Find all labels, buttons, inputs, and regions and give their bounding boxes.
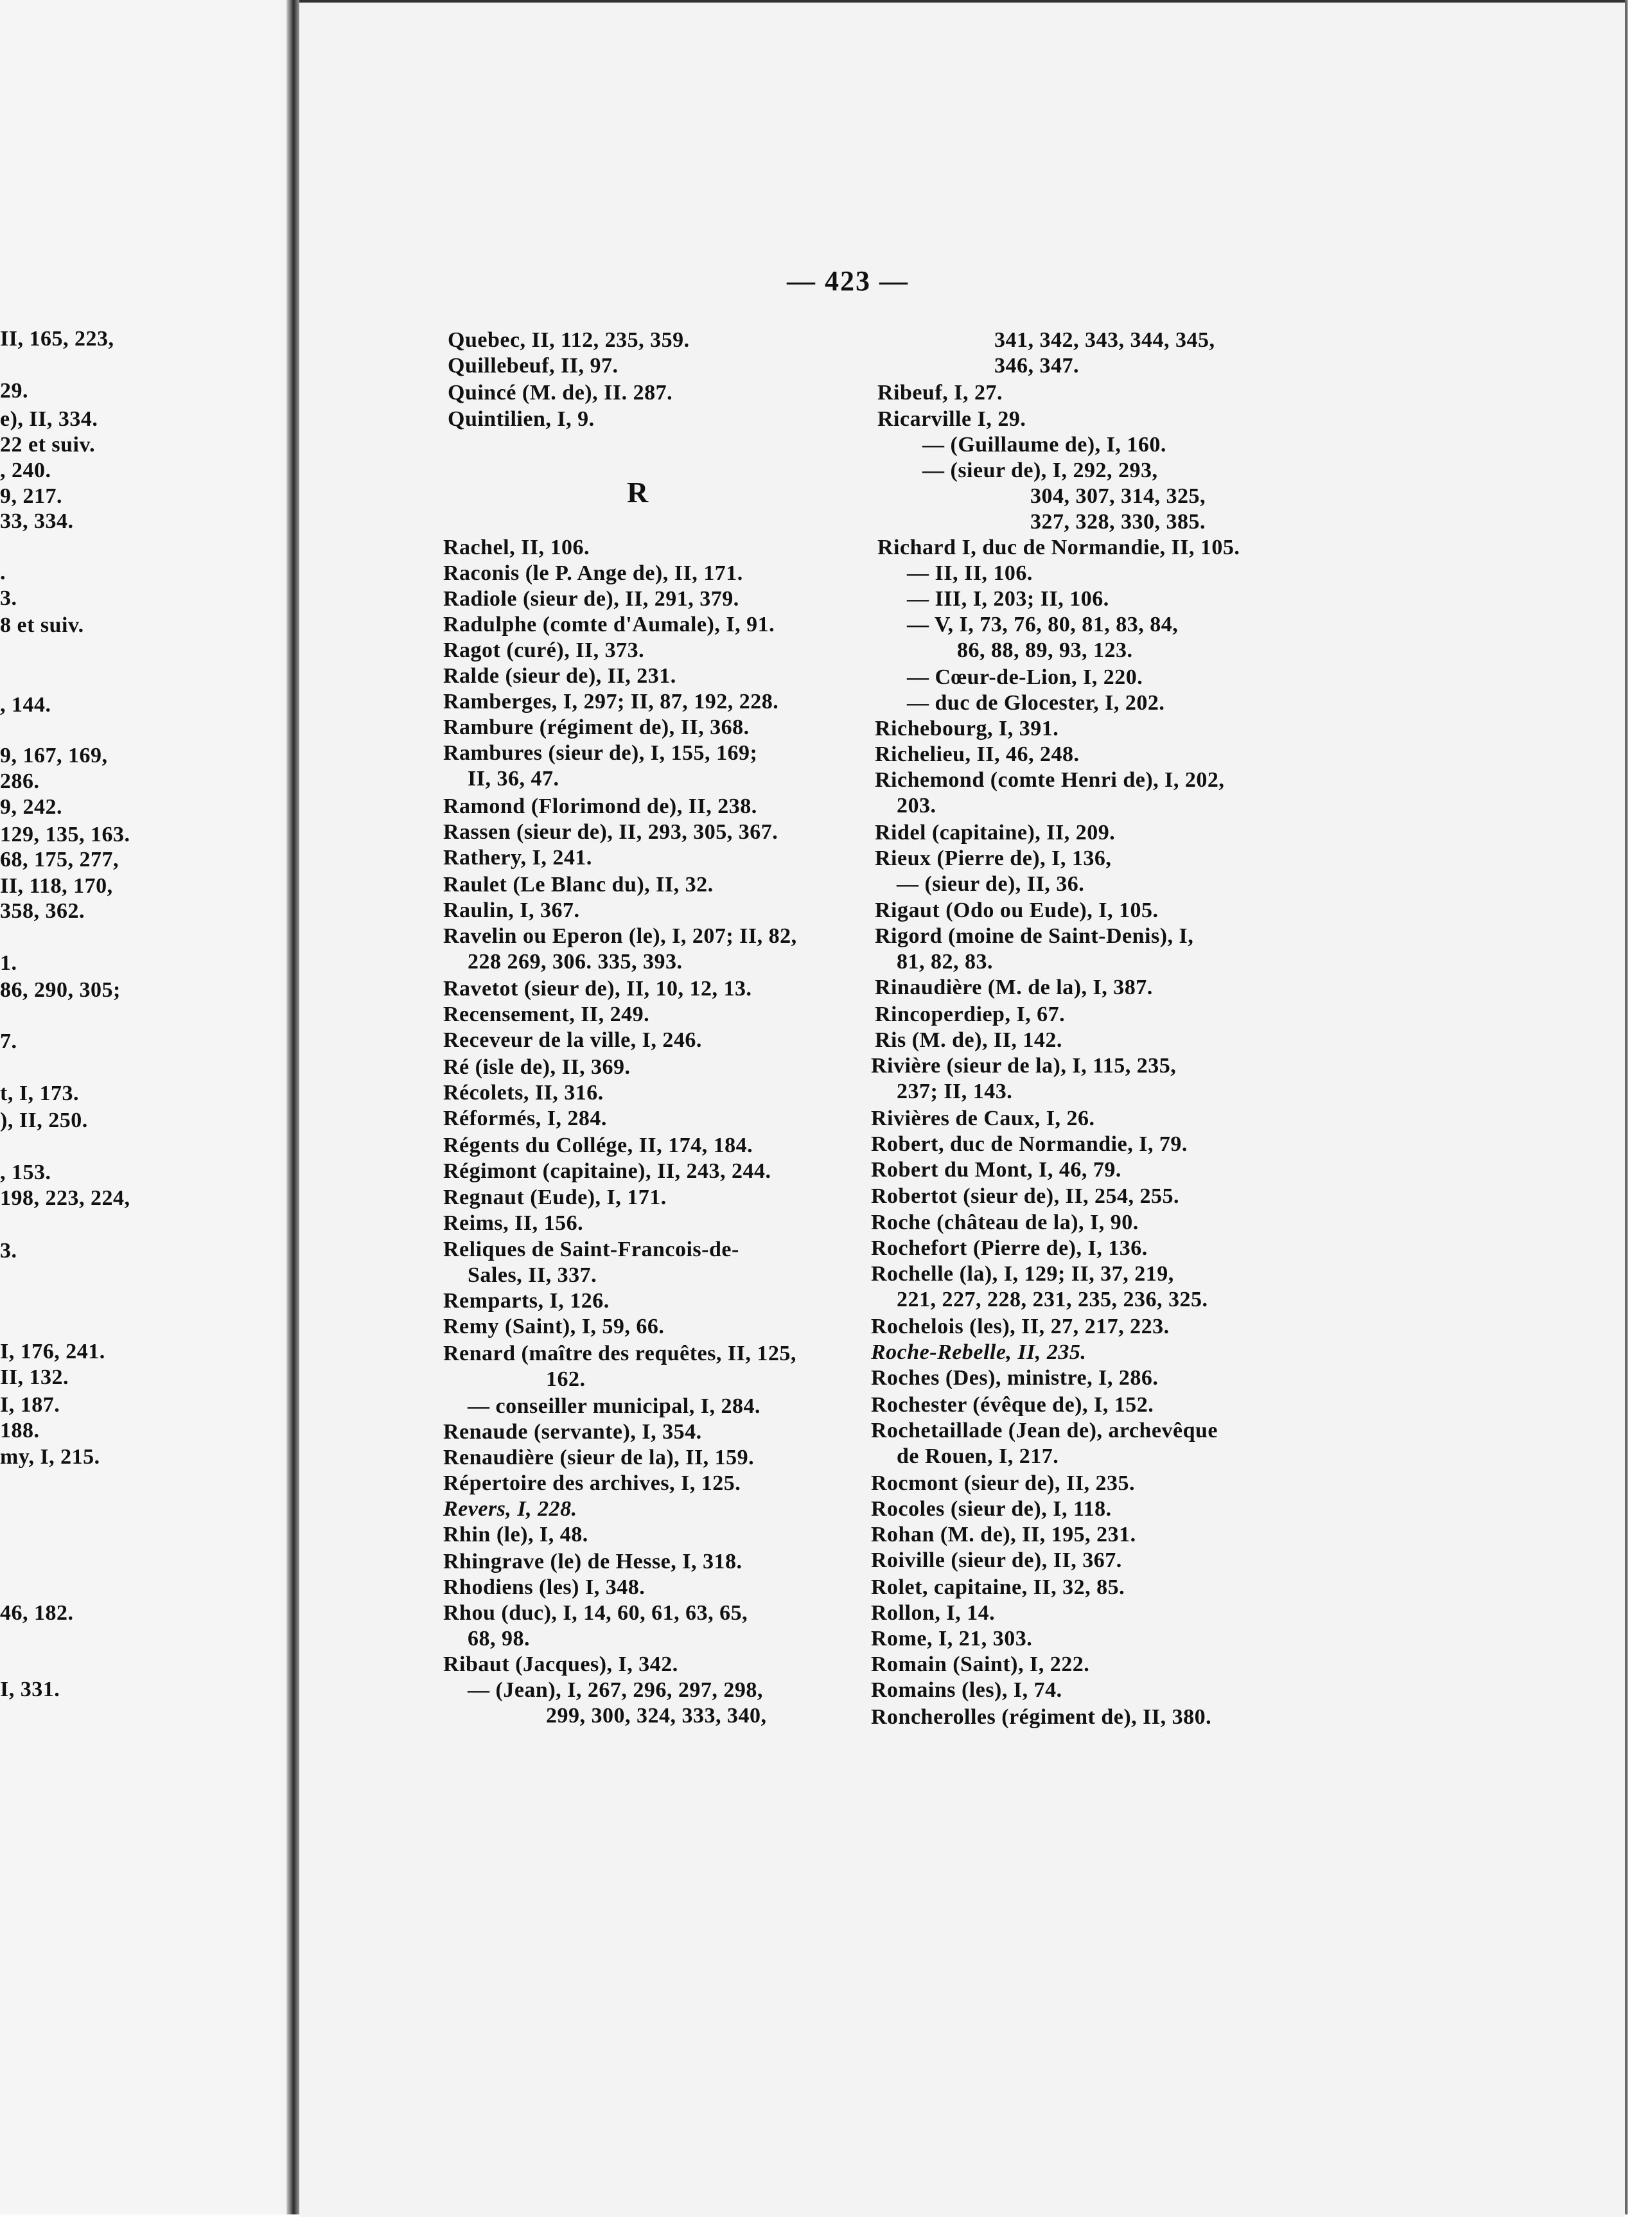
- index-entry: Rolet, capitaine, II, 32, 85.: [871, 1575, 1125, 1599]
- index-entry: Roncherolles (régiment de), II, 380.: [871, 1705, 1212, 1729]
- index-entry: Ravelin ou Eperon (le), I, 207; II, 82,: [443, 924, 797, 948]
- index-entry: 304, 307, 314, 325,: [1030, 484, 1206, 508]
- index-entry: Rollon, I, 14.: [871, 1601, 996, 1625]
- left-fragment: 8 et suiv.: [0, 613, 84, 637]
- index-entry: Ragot (curé), II, 373.: [443, 638, 645, 662]
- index-entry: Romains (les), I, 74.: [871, 1678, 1062, 1702]
- index-entry: 81, 82, 83.: [897, 950, 993, 974]
- index-entry: Rochefort (Pierre de), I, 136.: [871, 1236, 1148, 1260]
- index-entry: — (sieur de), I, 292, 293,: [922, 459, 1158, 482]
- index-entry: Rohan (M. de), II, 195, 231.: [871, 1523, 1136, 1547]
- index-entry: — Cœur-de-Lion, I, 220.: [907, 665, 1143, 689]
- index-entry: Régimont (capitaine), II, 243, 244.: [443, 1159, 771, 1183]
- index-entry: 221, 227, 228, 231, 235, 236, 325.: [897, 1288, 1208, 1311]
- index-entry: Ricarville I, 29.: [877, 407, 1026, 431]
- index-entry: 327, 328, 330, 385.: [1030, 510, 1206, 534]
- index-entry: Richard I, duc de Normandie, II, 105.: [877, 536, 1240, 559]
- index-entry: Rieux (Pierre de), I, 136,: [875, 846, 1112, 870]
- left-fragment: 188.: [0, 1419, 40, 1442]
- index-entry: Radiole (sieur de), II, 291, 379.: [443, 587, 739, 611]
- index-entry: 237; II, 143.: [897, 1080, 1013, 1103]
- index-entry: II, 36, 47.: [468, 767, 559, 791]
- section-letter: R: [627, 476, 649, 509]
- index-entry: Renard (maître des requêtes, II, 125,: [443, 1342, 796, 1365]
- index-entry: Rigord (moine de Saint-Denis), I,: [875, 924, 1194, 948]
- index-entry: Rivières de Caux, I, 26.: [871, 1107, 1095, 1130]
- left-fragment: 9, 167, 169,: [0, 744, 108, 767]
- index-entry: 86, 88, 89, 93, 123.: [957, 638, 1133, 662]
- index-entry: — (Jean), I, 267, 296, 297, 298,: [468, 1678, 763, 1702]
- index-entry: 346, 347.: [994, 354, 1079, 378]
- index-entry: Rochelle (la), I, 129; II, 37, 219,: [871, 1262, 1174, 1286]
- index-entry: Ramond (Florimond de), II, 238.: [443, 794, 757, 818]
- left-fragment: 3.: [0, 1239, 17, 1263]
- index-entry: — II, II, 106.: [907, 561, 1033, 585]
- index-entry: Renaudière (sieur de la), II, 159.: [443, 1446, 755, 1469]
- index-entry: Sales, II, 337.: [468, 1263, 597, 1287]
- left-fragment: II, 165, 223,: [0, 327, 114, 351]
- index-entry: Quillebeuf, II, 97.: [448, 354, 619, 378]
- index-entry: Rocoles (sieur de), I, 118.: [871, 1497, 1112, 1521]
- index-entry: Receveur de la ville, I, 246.: [443, 1028, 702, 1052]
- index-entry: Rathery, I, 241.: [443, 846, 592, 870]
- index-entry: Rocmont (sieur de), II, 235.: [871, 1471, 1135, 1495]
- index-entry: Ré (isle de), II, 369.: [443, 1055, 631, 1079]
- index-entry: Rassen (sieur de), II, 293, 305, 367.: [443, 820, 778, 844]
- index-entry: Robertot (sieur de), II, 254, 255.: [871, 1184, 1180, 1208]
- index-entry: Quincé (M. de), II. 287.: [448, 381, 673, 405]
- left-fragment: II, 118, 170,: [0, 874, 113, 898]
- index-entry: Rhin (le), I, 48.: [443, 1523, 588, 1547]
- index-entry: Réformés, I, 284.: [443, 1107, 607, 1130]
- index-entry: 299, 300, 324, 333, 340,: [546, 1704, 767, 1728]
- left-fragment: e), II, 334.: [0, 407, 98, 431]
- index-entry: Reliques de Saint-Francois-de-: [443, 1238, 739, 1261]
- left-fragment: 3.: [0, 586, 17, 610]
- left-fragment: 129, 135, 163.: [0, 823, 130, 846]
- left-fragment: ), II, 250.: [0, 1108, 88, 1132]
- index-entry: — (Guillaume de), I, 160.: [922, 433, 1166, 457]
- index-entry: — (sieur de), II, 36.: [897, 872, 1085, 896]
- index-entry: Rinaudière (M. de la), I, 387.: [875, 976, 1153, 999]
- left-fragment: 358, 362.: [0, 899, 85, 923]
- left-fragment: 33, 334.: [0, 509, 74, 533]
- left-fragment: II, 132.: [0, 1365, 69, 1389]
- index-entry: Roche-Rebelle, II, 235.: [871, 1340, 1087, 1364]
- index-entry: Ribeuf, I, 27.: [877, 381, 1003, 405]
- index-entry: Reims, II, 156.: [443, 1211, 584, 1235]
- index-entry: Ravetot (sieur de), II, 10, 12, 13.: [443, 977, 752, 1001]
- left-fragment: 7.: [0, 1030, 17, 1053]
- left-fragment: 22 et suiv.: [0, 433, 96, 457]
- index-entry: Raulet (Le Blanc du), II, 32.: [443, 873, 714, 897]
- index-entry: Rachel, II, 106.: [443, 536, 590, 559]
- index-entry: Roches (Des), ministre, I, 286.: [871, 1366, 1159, 1390]
- left-fragment: 46, 182.: [0, 1601, 74, 1625]
- index-entry: Regnaut (Eude), I, 171.: [443, 1186, 667, 1209]
- index-entry: Raulin, I, 367.: [443, 898, 580, 922]
- index-entry: Ris (M. de), II, 142.: [875, 1028, 1062, 1052]
- index-entry: Remparts, I, 126.: [443, 1289, 610, 1313]
- index-entry: — V, I, 73, 76, 80, 81, 83, 84,: [907, 613, 1179, 636]
- index-entry: Rhou (duc), I, 14, 60, 61, 63, 65,: [443, 1601, 748, 1625]
- left-fragment: 9, 217.: [0, 484, 62, 508]
- left-fragment: , 153.: [0, 1161, 51, 1184]
- index-entry: 162.: [546, 1367, 586, 1391]
- index-entry: 68, 98.: [468, 1627, 530, 1651]
- index-entry: Rochester (évêque de), I, 152.: [871, 1393, 1154, 1417]
- left-fragment: I, 187.: [0, 1393, 60, 1417]
- left-fragment: I, 331.: [0, 1678, 60, 1701]
- book-gutter: [286, 0, 299, 2214]
- index-entry: 203.: [897, 794, 936, 818]
- page-edge: [1625, 0, 1652, 2214]
- left-fragment: t, I, 173.: [0, 1082, 80, 1105]
- left-fragment: I, 176, 241.: [0, 1340, 105, 1363]
- index-entry: Roche (château de la), I, 90.: [871, 1211, 1139, 1234]
- left-fragment: 86, 290, 305;: [0, 978, 121, 1002]
- index-entry: Répertoire des archives, I, 125.: [443, 1471, 741, 1495]
- index-entry: Rambures (sieur de), I, 155, 169;: [443, 741, 758, 765]
- left-fragment: , 144.: [0, 693, 51, 717]
- left-page: [0, 0, 286, 2214]
- index-entry: — duc de Glocester, I, 202.: [907, 691, 1165, 715]
- index-entry: Robert du Mont, I, 46, 79.: [871, 1158, 1121, 1182]
- index-entry: Quebec, II, 112, 235, 359.: [448, 328, 690, 352]
- index-entry: Rhingrave (le) de Hesse, I, 318.: [443, 1550, 743, 1573]
- index-entry: Rivière (sieur de la), I, 115, 235,: [871, 1054, 1177, 1078]
- left-fragment: 68, 175, 277,: [0, 848, 119, 872]
- left-fragment: 9, 242.: [0, 795, 62, 819]
- left-fragment: , 240.: [0, 459, 51, 482]
- index-entry: Romain (Saint), I, 222.: [871, 1652, 1090, 1676]
- index-entry: 228 269, 306. 335, 393.: [468, 950, 683, 974]
- index-entry: Revers, I, 228.: [443, 1497, 577, 1521]
- left-fragment: my, I, 215.: [0, 1445, 100, 1469]
- index-entry: Radulphe (comte d'Aumale), I, 91.: [443, 613, 775, 636]
- index-entry: Rigaut (Odo ou Eude), I, 105.: [875, 898, 1159, 922]
- index-entry: Richelieu, II, 46, 248.: [875, 742, 1080, 766]
- index-entry: Remy (Saint), I, 59, 66.: [443, 1315, 665, 1338]
- index-entry: Richemond (comte Henri de), I, 202,: [875, 768, 1225, 792]
- index-entry: Ridel (capitaine), II, 209.: [875, 821, 1116, 845]
- index-entry: Roiville (sieur de), II, 367.: [871, 1548, 1122, 1572]
- index-entry: Raconis (le P. Ange de), II, 171.: [443, 561, 743, 585]
- index-entry: Ralde (sieur de), II, 231.: [443, 664, 676, 688]
- index-entry: Rincoperdiep, I, 67.: [875, 1003, 1066, 1026]
- index-entry: Récolets, II, 316.: [443, 1081, 604, 1105]
- index-entry: — conseiller municipal, I, 284.: [468, 1394, 760, 1418]
- index-entry: Recensement, II, 249.: [443, 1003, 650, 1026]
- index-entry: Quintilien, I, 9.: [448, 407, 595, 431]
- left-fragment: .: [0, 561, 6, 584]
- index-entry: de Rouen, I, 217.: [897, 1444, 1059, 1468]
- left-fragment: 286.: [0, 769, 40, 793]
- index-entry: Régents du Collége, II, 174, 184.: [443, 1134, 753, 1157]
- index-entry: Rambure (régiment de), II, 368.: [443, 715, 750, 739]
- index-entry: — III, I, 203; II, 106.: [907, 587, 1109, 611]
- index-entry: Rochetaillade (Jean de), archevêque: [871, 1419, 1218, 1442]
- index-entry: Rochelois (les), II, 27, 217, 223.: [871, 1315, 1170, 1338]
- index-entry: Robert, duc de Normandie, I, 79.: [871, 1132, 1188, 1156]
- left-fragment: 1.: [0, 951, 17, 975]
- index-entry: Rhodiens (les) I, 348.: [443, 1575, 646, 1599]
- index-entry: Rome, I, 21, 303.: [871, 1627, 1033, 1651]
- index-entry: Ribaut (Jacques), I, 342.: [443, 1652, 678, 1676]
- index-entry: Ramberges, I, 297; II, 87, 192, 228.: [443, 690, 779, 714]
- index-entry: 341, 342, 343, 344, 345,: [994, 328, 1215, 352]
- page-number: — 423 —: [787, 265, 909, 297]
- left-fragment: 29.: [0, 379, 28, 403]
- index-entry: Renaude (servante), I, 354.: [443, 1420, 702, 1444]
- index-entry: Richebourg, I, 391.: [875, 717, 1059, 740]
- left-fragment: 198, 223, 224,: [0, 1186, 130, 1210]
